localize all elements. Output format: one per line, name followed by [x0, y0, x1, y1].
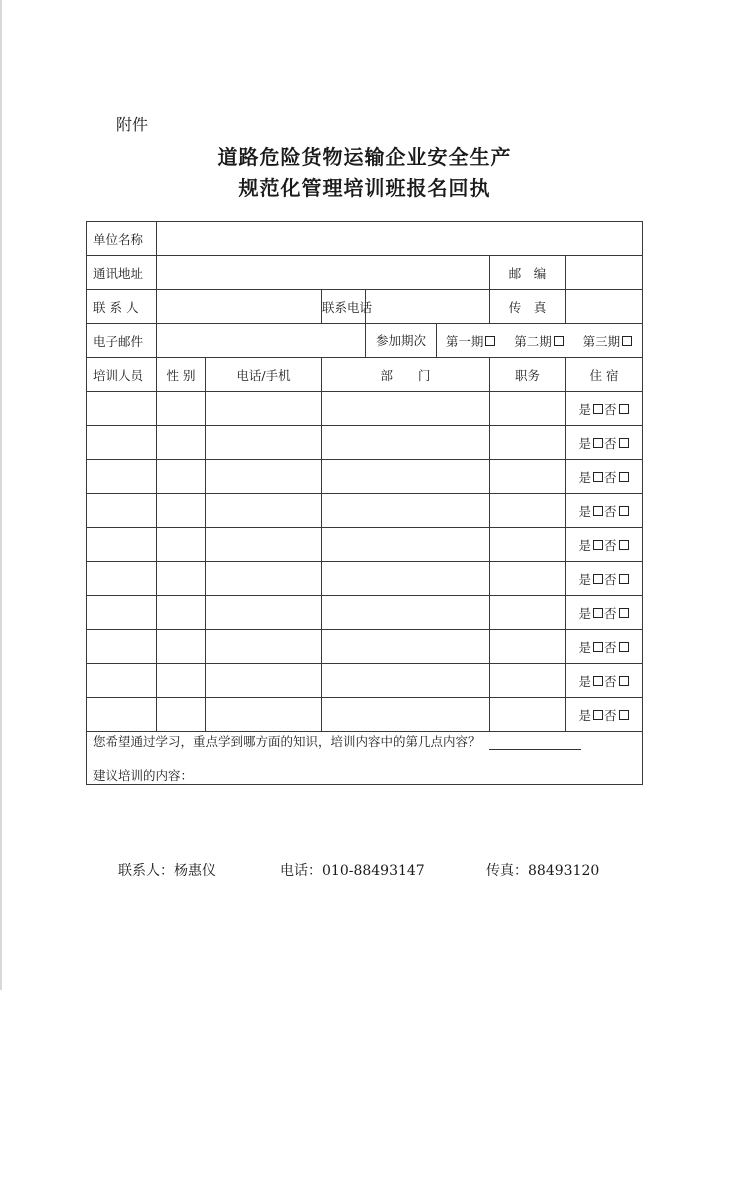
email-label: 电子邮件: [87, 324, 157, 358]
postcode-field[interactable]: [566, 256, 643, 290]
title-line-1: 道路危险货物运输企业安全生产: [217, 145, 512, 169]
trainee-name-cell[interactable]: [87, 392, 157, 426]
contact-row: [87, 290, 643, 324]
gender-cell[interactable]: [157, 460, 206, 494]
lodging-no-option[interactable]: 否: [604, 504, 630, 519]
lodging-yes-option[interactable]: 是: [579, 708, 605, 723]
checkbox-icon: [593, 574, 603, 584]
gender-cell[interactable]: [157, 562, 206, 596]
trainee-name-cell[interactable]: [87, 698, 157, 732]
gender-cell[interactable]: [157, 528, 206, 562]
trainee-row: [87, 494, 643, 528]
contact-phone-label-text: 联系电话: [322, 299, 373, 315]
session-option-2[interactable]: 第二期: [505, 332, 573, 350]
col-phone: 电话/手机: [206, 358, 322, 392]
trainee-row: [87, 698, 643, 732]
position-cell[interactable]: [490, 664, 566, 698]
lodging-yes-option[interactable]: 是: [579, 640, 605, 655]
lodging-cell: [566, 562, 643, 596]
lodging-yes-option[interactable]: 是: [579, 504, 605, 519]
trainee-name-cell[interactable]: [87, 426, 157, 460]
trainee-row: [87, 596, 643, 630]
department-cell[interactable]: [322, 664, 490, 698]
session-label: 参加期次: [366, 324, 437, 357]
checkbox-icon: [593, 608, 603, 618]
lodging-cell: [566, 528, 643, 562]
lodging-yes-option[interactable]: 是: [579, 572, 605, 587]
footer-phone: 电话：010-88493147: [280, 863, 425, 879]
trainee-row: [87, 630, 643, 664]
col-gender: 性 别: [157, 358, 206, 392]
col-lodging: 住 宿: [566, 358, 643, 392]
unit-name-row: [87, 222, 643, 256]
checkbox-icon: [619, 404, 629, 414]
email-row: [87, 324, 643, 358]
trainee-name-cell[interactable]: [87, 596, 157, 630]
checkbox-icon: [619, 676, 629, 686]
phone-cell[interactable]: [206, 698, 322, 732]
contact-phone-label: [322, 290, 373, 324]
lodging-cell: [566, 460, 643, 494]
trainee-name-cell[interactable]: [87, 562, 157, 596]
lodging-yes-option[interactable]: 是: [579, 470, 605, 485]
phone-cell[interactable]: [206, 630, 322, 664]
lodging-no-option[interactable]: 否: [604, 402, 630, 417]
checkbox-icon: [593, 506, 603, 516]
lodging-cell: [566, 596, 643, 630]
lodging-no-option[interactable]: 否: [604, 674, 630, 689]
department-cell[interactable]: [322, 630, 490, 664]
question-line: [93, 732, 636, 750]
gender-cell[interactable]: [157, 664, 206, 698]
position-cell[interactable]: [490, 562, 566, 596]
checkbox-icon: [593, 404, 603, 414]
position-cell[interactable]: [490, 494, 566, 528]
checkbox-icon: [619, 438, 629, 448]
checkbox-icon: [619, 506, 629, 516]
col-position: 职务: [490, 358, 566, 392]
department-cell[interactable]: [322, 426, 490, 460]
lodging-no-option[interactable]: 否: [604, 436, 630, 451]
lodging-cell: [566, 392, 643, 426]
lodging-no-option[interactable]: 否: [604, 708, 630, 723]
checkbox-icon: [593, 710, 603, 720]
gender-cell[interactable]: [157, 630, 206, 664]
gender-cell[interactable]: [157, 494, 206, 528]
department-cell[interactable]: [322, 494, 490, 528]
contact-label: 联 系 人: [87, 290, 157, 324]
gender-cell[interactable]: [157, 426, 206, 460]
lodging-cell: [566, 630, 643, 664]
session-option-1[interactable]: 第一期: [437, 332, 505, 350]
unit-name-field[interactable]: [157, 222, 643, 256]
position-cell[interactable]: [490, 426, 566, 460]
trainee-name-cell[interactable]: [87, 528, 157, 562]
lodging-yes-option[interactable]: 是: [579, 538, 605, 553]
notes-cell[interactable]: [87, 732, 643, 785]
notes-row: [87, 732, 643, 785]
contact-phone-field[interactable]: [366, 290, 490, 324]
gender-cell[interactable]: [157, 698, 206, 732]
attachment-label: 附件: [116, 115, 149, 134]
lodging-no-option[interactable]: 否: [604, 538, 630, 553]
lodging-no-option[interactable]: 否: [604, 470, 630, 485]
lodging-no-option[interactable]: 否: [604, 572, 630, 587]
contact-field[interactable]: [157, 290, 322, 324]
suggestion-label: 建议培训的内容：: [93, 768, 194, 783]
lodging-no-option[interactable]: 否: [604, 640, 630, 655]
session-option-3[interactable]: 第三期: [574, 332, 642, 350]
header-row: [87, 358, 643, 392]
trainee-row: [87, 392, 643, 426]
gender-cell[interactable]: [157, 392, 206, 426]
checkbox-icon: [593, 642, 603, 652]
trainee-row: [87, 664, 643, 698]
checkbox-icon: [554, 336, 564, 346]
position-cell[interactable]: [490, 460, 566, 494]
lodging-cell: [566, 698, 643, 732]
checkbox-icon: [619, 540, 629, 550]
phone-cell[interactable]: [206, 562, 322, 596]
checkbox-icon: [593, 438, 603, 448]
col-department: 部 门: [322, 358, 490, 392]
phone-cell[interactable]: [206, 596, 322, 630]
checkbox-icon: [622, 336, 632, 346]
fax-label: 传 真: [490, 290, 566, 324]
position-cell[interactable]: [490, 528, 566, 562]
phone-cell[interactable]: [206, 392, 322, 426]
footer-fax: 传真：88493120: [486, 863, 600, 879]
department-cell[interactable]: [322, 460, 490, 494]
phone-cell[interactable]: [206, 664, 322, 698]
lodging-no-option[interactable]: 否: [604, 606, 630, 621]
checkbox-icon: [619, 710, 629, 720]
checkbox-icon: [593, 472, 603, 482]
trainee-row: [87, 528, 643, 562]
session-cell: [366, 324, 643, 358]
trainee-name-cell[interactable]: [87, 664, 157, 698]
fax-field[interactable]: [566, 290, 643, 324]
lodging-yes-option[interactable]: 是: [579, 606, 605, 621]
phone-cell[interactable]: [206, 494, 322, 528]
lodging-yes-option[interactable]: 是: [579, 674, 605, 689]
lodging-cell: [566, 664, 643, 698]
address-field[interactable]: [157, 256, 490, 290]
lodging-yes-option[interactable]: 是: [579, 436, 605, 451]
department-cell[interactable]: [322, 392, 490, 426]
department-cell[interactable]: [322, 596, 490, 630]
checkbox-icon: [619, 608, 629, 618]
title-line-2: 规范化管理培训班报名回执: [238, 176, 491, 200]
postcode-label: 邮 编: [490, 256, 566, 290]
answer-line[interactable]: [489, 735, 581, 750]
lodging-cell: [566, 426, 643, 460]
checkbox-icon: [619, 642, 629, 652]
position-cell[interactable]: [490, 630, 566, 664]
checkbox-icon: [619, 574, 629, 584]
lodging-cell: [566, 494, 643, 528]
unit-name-label: 单位名称: [87, 222, 157, 256]
trainee-name-cell[interactable]: [87, 630, 157, 664]
department-cell[interactable]: [322, 562, 490, 596]
trainee-row: [87, 460, 643, 494]
position-cell[interactable]: [490, 698, 566, 732]
checkbox-icon: [619, 472, 629, 482]
position-cell[interactable]: [490, 392, 566, 426]
checkbox-icon: [593, 676, 603, 686]
checkbox-icon: [593, 540, 603, 550]
address-label: 通讯地址: [87, 256, 157, 290]
col-trainee: 培训人员: [87, 358, 157, 392]
checkbox-icon: [485, 336, 495, 346]
registration-form: [86, 221, 643, 785]
email-field[interactable]: [157, 324, 366, 358]
question-text: 您希望通过学习，重点学到哪方面的知识，培训内容中的第几点内容？: [93, 734, 481, 749]
phone-cell[interactable]: [206, 460, 322, 494]
phone-cell[interactable]: [206, 528, 322, 562]
trainee-row: [87, 562, 643, 596]
address-row: [87, 256, 643, 290]
trainee-row: [87, 426, 643, 460]
department-cell[interactable]: [322, 528, 490, 562]
gender-cell[interactable]: [157, 596, 206, 630]
lodging-yes-option[interactable]: 是: [579, 402, 605, 417]
footer-contact: 联系人：杨惠仪: [118, 863, 216, 879]
position-cell[interactable]: [490, 596, 566, 630]
phone-cell[interactable]: [206, 426, 322, 460]
trainee-name-cell[interactable]: [87, 494, 157, 528]
trainee-name-cell[interactable]: [87, 460, 157, 494]
department-cell[interactable]: [322, 698, 490, 732]
